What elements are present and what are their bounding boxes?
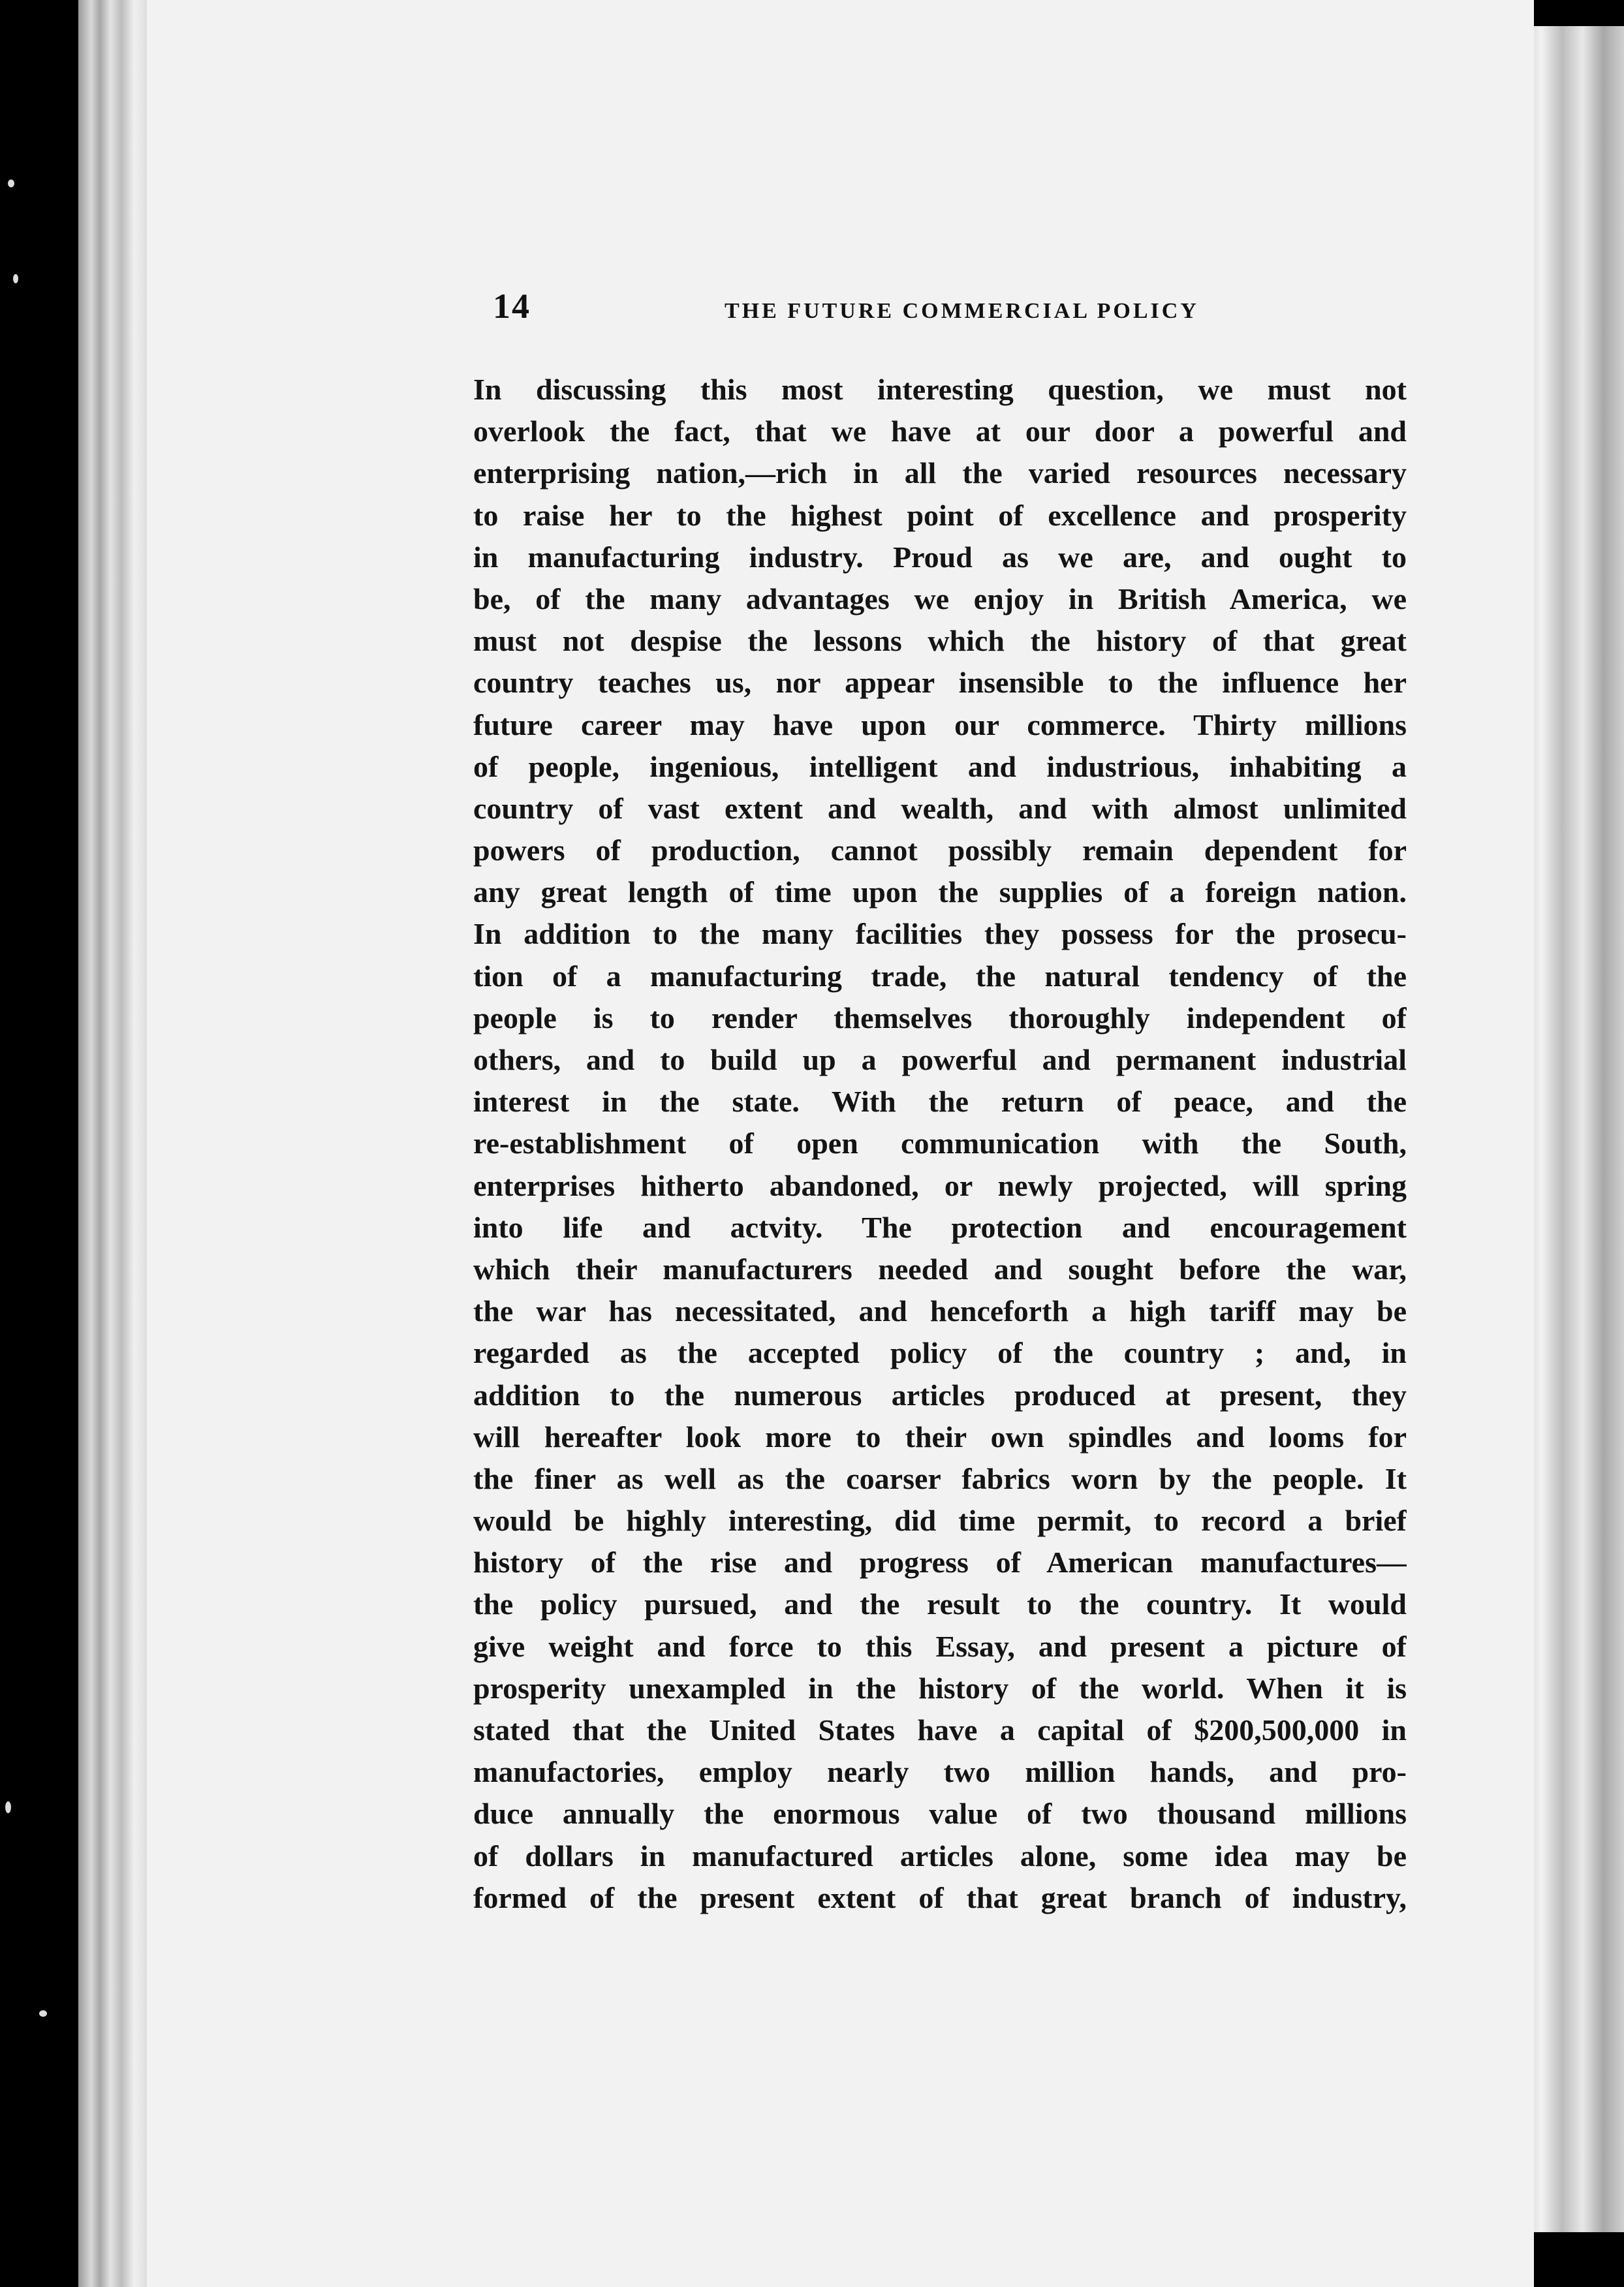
text-line: duce annually the enormous value of two thousand millions <box>473 1797 1407 1831</box>
text-line: regarded as the accepted policy of the country ; and, in <box>473 1336 1407 1370</box>
text-line: which their manufacturers needed and sought before the war, <box>473 1252 1407 1286</box>
running-head <box>493 286 1394 332</box>
text-line: in manufacturing industry. Proud as we are, and ought to <box>473 540 1407 574</box>
text-line: re-establishment of open communication with the South, <box>473 1127 1407 1160</box>
text-line: interest in the state. With the return of peace, and the <box>473 1085 1407 1119</box>
text-line: future career may have upon our commerce. Thirty millions <box>473 708 1407 741</box>
text-line: formed of the present extent of that great branch of industry, <box>473 1880 1407 1914</box>
text-line: addition to the numerous articles produced at present, they <box>473 1378 1407 1412</box>
text-line: overlook the fact, that we have at our door a powerful and <box>473 414 1407 448</box>
text-line: stated that the United States have a capital of $200,500,000 in <box>473 1713 1407 1747</box>
text-line: will hereafter look more to their own spindles and looms for <box>473 1420 1407 1454</box>
text-line: the policy pursued, and the result to the country. It would <box>473 1587 1407 1621</box>
text-line: country teaches us, nor appear insensible to the influence her <box>473 666 1407 700</box>
text-line: manufactories, employ nearly two million hands, and pro- <box>473 1755 1407 1789</box>
text-line: In addition to the many facilities they possess for the prosecu- <box>473 917 1407 951</box>
text-line: the war has necessitated, and henceforth a high tariff may be <box>473 1294 1407 1328</box>
text-line: would be highly interesting, did time permit, to record a brief <box>473 1504 1407 1538</box>
text-line: must not despise the lessons which the history of that great <box>473 624 1407 658</box>
text-line: country of vast extent and wealth, and with almost unlimited <box>473 791 1407 825</box>
text-line: others, and to build up a powerful and permanent industrial <box>473 1043 1407 1076</box>
page-stack-left-edges <box>78 0 150 2287</box>
page-stack-right-edges <box>1521 26 1624 2232</box>
dust-speck <box>39 2010 47 2017</box>
text-line: In discussing this most interesting question, we must not <box>473 373 1407 406</box>
running-title: THE FUTURE COMMERCIAL POLICY <box>725 299 1199 323</box>
text-line: any great length of time upon the supplies of a foreign nation. <box>473 875 1407 909</box>
dust-speck <box>5 1801 11 1813</box>
text-line: enterprising nation,—rich in all the varied resources necessary <box>473 456 1407 490</box>
dust-speck <box>13 274 18 283</box>
text-line: tion of a manufacturing trade, the natural tendency of the <box>473 959 1407 993</box>
body-text <box>473 369 1407 1919</box>
text-line: prosperity unexampled in the history of the world. When it is <box>473 1671 1407 1705</box>
text-line: be, of the many advantages we enjoy in British America, we <box>473 582 1407 615</box>
text-line: give weight and force to this Essay, and present a picture of <box>473 1629 1407 1663</box>
text-line: into life and actvity. The protection and encouragement <box>473 1210 1407 1244</box>
text-line: history of the rise and progress of American manufactures— <box>473 1546 1407 1579</box>
page-number: 14 <box>493 287 531 326</box>
dust-speck <box>8 179 14 187</box>
text-line: of people, ingenious, intelligent and industrious, inhabiting a <box>473 749 1407 783</box>
text-line: people is to render themselves thoroughly independent of <box>473 1001 1407 1035</box>
text-line: powers of production, cannot possibly remain dependent for <box>473 833 1407 867</box>
text-line: to raise her to the highest point of excellence and prosperity <box>473 498 1407 532</box>
text-line: of dollars in manufactured articles alone, some idea may be <box>473 1839 1407 1873</box>
text-line: the finer as well as the coarser fabrics worn by the people. It <box>473 1461 1407 1495</box>
text-line: enterprises hitherto abandoned, or newly projected, will spring <box>473 1168 1407 1202</box>
